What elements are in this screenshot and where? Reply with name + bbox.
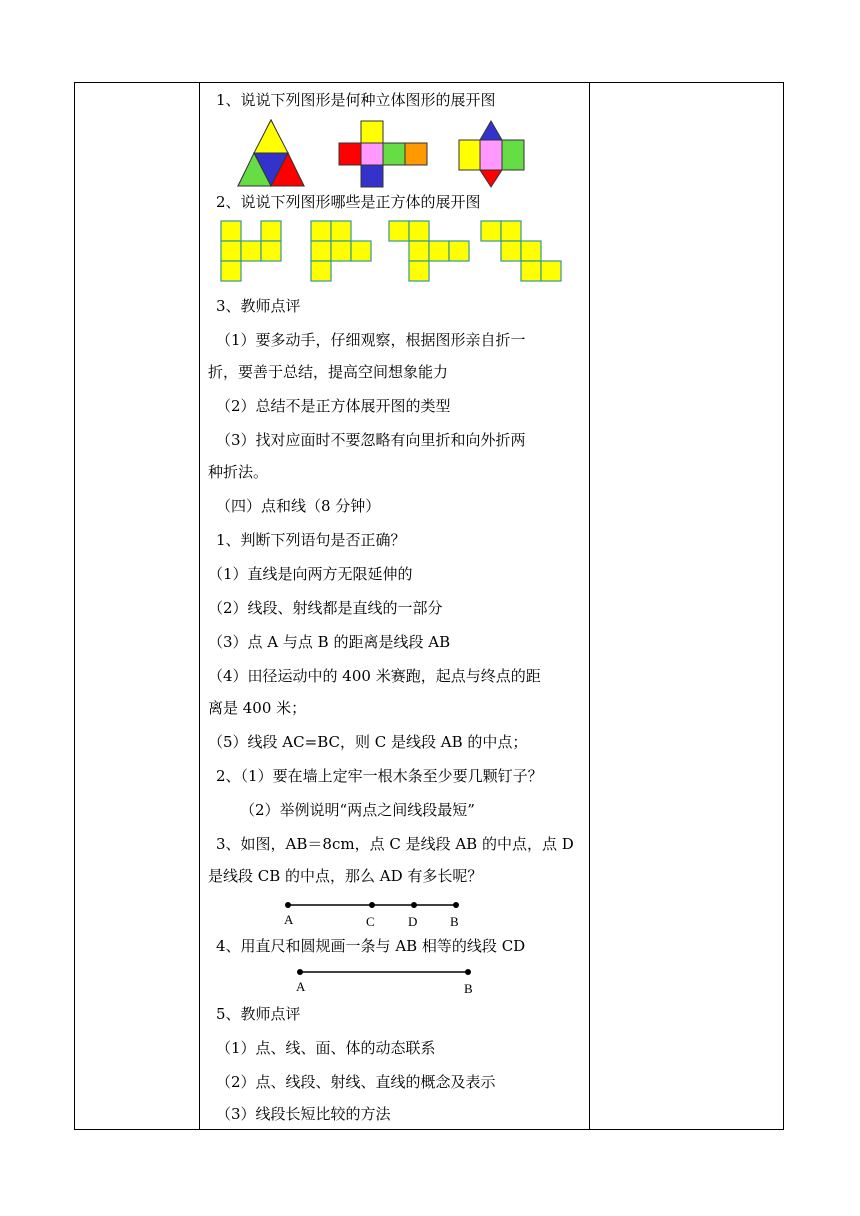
- point-d: [411, 902, 417, 908]
- point-b: [453, 902, 459, 908]
- cube-net-option-4: [480, 220, 562, 282]
- review-3: （3）线段长短比较的方法: [216, 1105, 391, 1123]
- triangle-net-figure: [236, 118, 306, 188]
- review-2: （2）点、线段、射线、直线的概念及表示: [216, 1073, 496, 1091]
- column-divider-2: [589, 83, 590, 1129]
- point-b2: [465, 969, 471, 975]
- point-a2: [297, 969, 303, 975]
- question-5: 5、教师点评: [216, 1005, 301, 1023]
- section-4-heading: （四）点和线（8 分钟）: [216, 497, 381, 515]
- statement-3: （3）点 A 与点 B 的距离是线段 AB: [208, 633, 451, 651]
- point-a: [285, 902, 291, 908]
- judge-question: 1、判断下列语句是否正确？: [216, 531, 406, 549]
- question-2: 2、说说下列图形哪些是正方体的展开图: [216, 193, 481, 211]
- question-2-part-2: （2）举例说明“两点之间线段最短”: [240, 801, 475, 819]
- cube-net-colored-figure: [338, 120, 430, 188]
- question-2-part-1: 2、（1）要在墙上定牢一根木条至少要几颗钉子？: [216, 767, 543, 785]
- comment-3-line-1: （3）找对应面时不要忽略有向里折和向外折两: [216, 431, 526, 449]
- comment-2: （2）总结不是正方体展开图的类型: [216, 397, 451, 415]
- prism-net-figure: [458, 120, 526, 188]
- comment-1-line-2: 折，要善于总结，提高空间想象能力: [208, 363, 449, 381]
- review-1: （1）点、线、面、体的动态联系: [216, 1039, 436, 1057]
- statement-1: （1）直线是向两方无限延伸的: [208, 565, 413, 583]
- label-b2: B: [464, 981, 473, 996]
- question-1: 1、说说下列图形是何种立体图形的展开图: [216, 91, 496, 109]
- point-c: [369, 902, 375, 908]
- column-divider-1: [199, 83, 200, 1129]
- statement-4-line-1: （4）田径运动中的 400 米赛跑，起点与终点的距: [208, 667, 541, 685]
- label-c: C: [366, 914, 375, 929]
- statement-2: （2）线段、射线都是直线的一部分: [208, 599, 443, 617]
- cube-net-option-2: [310, 220, 372, 282]
- label-a2: A: [296, 979, 306, 994]
- cube-net-option-1: [220, 220, 282, 282]
- question-3-line-1: 3、如图，AB＝8cm，点 C 是线段 AB 的中点，点 D: [216, 835, 574, 853]
- statement-5: （5）线段 AC=BC，则 C 是线段 AB 的中点；: [208, 733, 528, 751]
- segment-acdb-figure: [280, 898, 470, 932]
- segment-ab-figure: [292, 966, 482, 1000]
- label-b: B: [450, 914, 459, 929]
- cube-net-option-3: [388, 220, 470, 282]
- comment-3-line-2: 种折法。: [208, 463, 269, 481]
- label-a: A: [284, 912, 294, 927]
- statement-4-line-2: 离是 400 米；: [208, 699, 307, 717]
- comment-1-line-1: （1）要多动手，仔细观察，根据图形亲自折一: [216, 331, 526, 349]
- question-3-line-2: 是线段 CB 的中点，那么 AD 有多长呢？: [208, 867, 483, 885]
- question-3: 3、教师点评: [216, 297, 301, 315]
- question-4: 4、用直尺和圆规画一条与 AB 相等的线段 CD: [216, 937, 526, 955]
- label-d: D: [408, 914, 418, 929]
